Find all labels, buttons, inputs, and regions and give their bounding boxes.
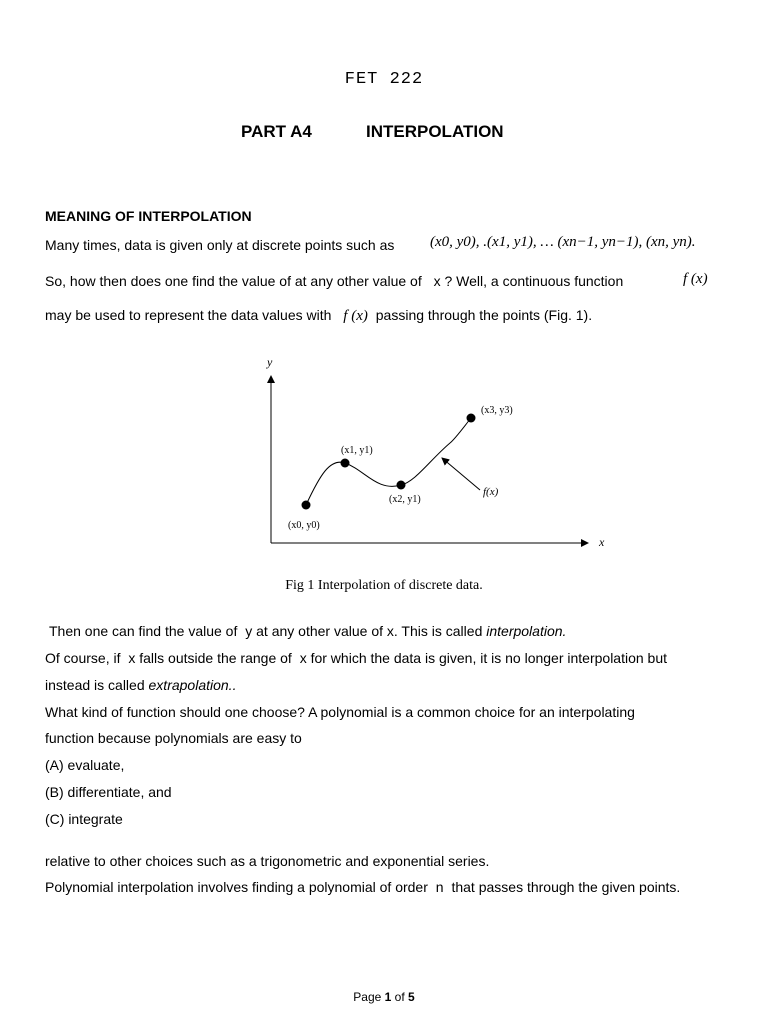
intro-line-3-text-b: passing through the points (Fig. 1).: [375, 307, 593, 323]
body-line-2-b: falls outside the range of: [139, 650, 292, 666]
body-line-1-var1: y: [245, 623, 253, 639]
course-code: FET 222: [344, 70, 424, 89]
of-word: of: [394, 990, 405, 1004]
list-item: (B) differentiate, and: [45, 784, 172, 800]
body-line-2: [45, 650, 667, 666]
figure-caption: Fig 1 Interpolation of discrete data.: [285, 578, 483, 593]
data-point-3: [467, 414, 476, 423]
body-line-3-a: instead is called: [45, 677, 145, 693]
point-label-2: (x2, y1): [389, 494, 421, 505]
intro-line-2-text-a: So, how then does one find the value of at any other value of: [45, 273, 422, 289]
intro-line-2: [45, 273, 623, 289]
page-footer: [0, 990, 768, 1004]
intro-line-2-func: f (x): [683, 271, 708, 287]
discrete-points-expression: [430, 234, 696, 251]
section-heading: MEANING OF INTERPOLATION: [45, 208, 252, 224]
point-label-0: (x0, y0): [288, 520, 320, 531]
data-point-0: [302, 501, 311, 510]
body-line-3: [45, 677, 236, 693]
body-line-1-em: interpolation.: [486, 623, 567, 639]
body-line-1-a: Then one can find the value of: [49, 623, 238, 639]
topic-title: INTERPOLATION: [366, 122, 504, 141]
body-line-2-var2: x: [299, 650, 307, 666]
body-line-7-var: n: [435, 879, 444, 895]
intro-line-1: [45, 237, 394, 253]
body-line-1-b: at any other value of: [256, 623, 384, 639]
point-label-1: (x1, y1): [341, 445, 373, 456]
part-label: PART A4: [241, 122, 312, 141]
intro-line-1-text: Many times, data is given only at discrete points such as: [45, 237, 395, 253]
body-line-7-b: that passes through the given points.: [451, 879, 681, 895]
body-line-2-c: for which the data is given, it is no longer interpolation but: [310, 650, 668, 666]
list-item: (C) integrate: [45, 811, 123, 827]
body-line-7-a: Polynomial interpolation involves finding a polynomial of order: [45, 879, 428, 895]
body-line-1-var2: x: [386, 623, 394, 639]
body-line-7: [45, 879, 680, 895]
page-total: 5: [408, 990, 415, 1004]
page-number: 1: [384, 990, 392, 1004]
y-axis-label: y: [267, 355, 273, 369]
intro-line-3: [45, 307, 592, 325]
points-text: (x0, y0), .(x1, y1), … (xn−1, yn−1), (xn, yn).: [430, 234, 696, 250]
body-line-3-em: extrapolation..: [148, 677, 237, 693]
body-line-4: What kind of function should one choose? A polynomial is a common choice for an interpolating: [45, 704, 635, 720]
intro-line-2-text-b: ? Well, a continuous function: [444, 273, 624, 289]
interpolation-figure: [255, 350, 615, 560]
body-line-1-c: . This is called: [393, 623, 483, 639]
body-line-5: function because polynomials are easy to: [45, 730, 302, 746]
data-point-1: [341, 459, 350, 468]
function-label: f(x): [483, 486, 499, 498]
body-line-2-var1: x: [128, 650, 136, 666]
intro-line-3-func: f (x): [343, 308, 368, 324]
point-label-3: (x3, y3): [481, 405, 513, 416]
body-line-6: relative to other choices such as a trigonometric and exponential series.: [45, 853, 490, 869]
function-pointer-arrow: [442, 458, 480, 490]
intro-line-2-var: x: [433, 273, 441, 289]
data-point-2: [397, 481, 406, 490]
body-line-1: [49, 623, 566, 639]
page-word: Page: [353, 990, 382, 1004]
x-axis-label: x: [599, 535, 605, 549]
intro-line-3-text-a: may be used to represent the data values with: [45, 307, 332, 323]
list-item: (A) evaluate,: [45, 757, 125, 773]
body-line-2-a: Of course, if: [45, 650, 121, 666]
